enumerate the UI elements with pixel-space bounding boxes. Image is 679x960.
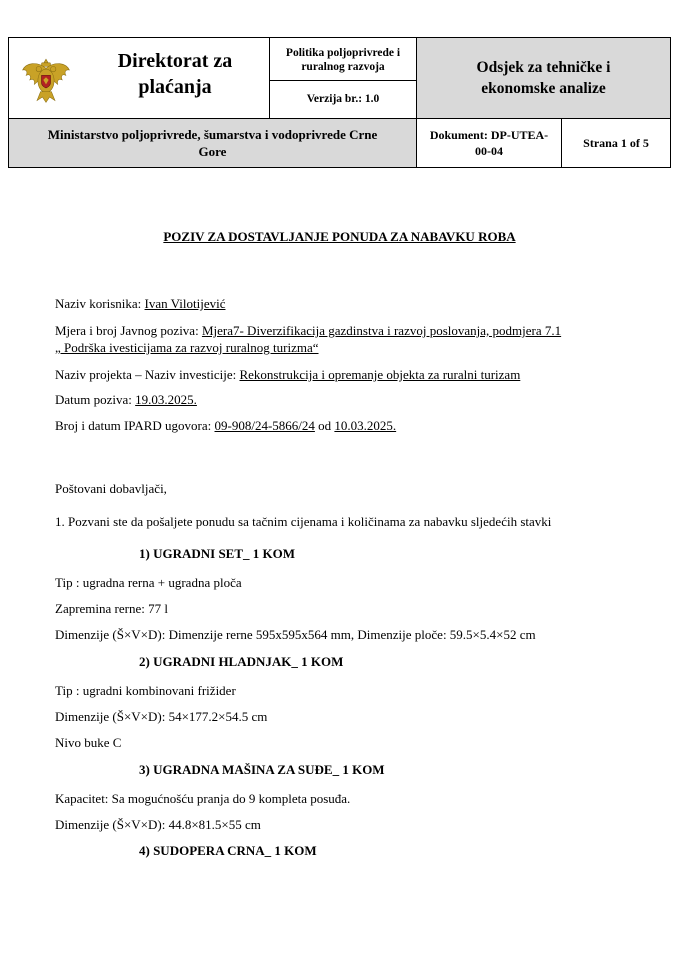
contract-date: 10.03.2025. bbox=[334, 418, 397, 433]
org-cell bbox=[9, 38, 270, 119]
project-line bbox=[55, 367, 520, 383]
item-detail: Dimenzije (Š×V×D): 44.8×81.5×55 cm bbox=[55, 817, 261, 832]
item-detail: Zapremina rerne: 77 l bbox=[55, 601, 168, 616]
contract-line bbox=[55, 418, 396, 434]
item-heading: 3) UGRADNA MAŠINA ZA SUĐE_ 1 KOM bbox=[139, 762, 385, 777]
doc-line1: Dokument: DP-UTEA- bbox=[429, 128, 549, 142]
item-detail: Dimenzije (Š×V×D): Dimenzije rerne 595x595x564 mm, Dimenzije ploče: 59.5×5.4×52 cm bbox=[55, 627, 536, 642]
department-cell bbox=[417, 38, 671, 119]
document-number-cell bbox=[417, 119, 562, 168]
project-value: Rekonstrukcija i opremanje objekta za ruralni turizam bbox=[239, 367, 521, 382]
contract-number: 09-908/24-5866/24 bbox=[214, 418, 315, 433]
item-detail: Kapacitet: Sa mogućnošću pranja do 9 kompleta posuđa. bbox=[55, 791, 351, 806]
ministry-line2: Gore bbox=[198, 144, 227, 159]
date-line bbox=[55, 392, 197, 408]
date-label: Datum poziva: bbox=[55, 392, 136, 407]
intro-paragraph: 1. Pozvani ste da pošaljete ponudu sa tačnim cijenama i količinama za nabavku sljedećih stavki bbox=[55, 514, 552, 529]
doc-line2: 00-04 bbox=[475, 144, 503, 158]
dept-line1: Odsjek za tehničke i bbox=[476, 59, 611, 76]
contract-label: Broj i datum IPARD ugovora: bbox=[55, 418, 215, 433]
policy-line1: Politika poljoprivrede i bbox=[285, 47, 401, 60]
measure-label: Mjera i broj Javnog poziva: bbox=[55, 323, 202, 338]
contract-connector: od bbox=[314, 418, 335, 433]
item-heading: 1) UGRADNI SET_ 1 KOM bbox=[139, 546, 296, 561]
item-heading: 2) UGRADNI HLADNJAK_ 1 KOM bbox=[139, 654, 344, 669]
policy-cell bbox=[270, 38, 417, 81]
measure-value: Mjera7- Diverzifikacija gazdinstva i razvoj poslovanja, podmjera 7.1 bbox=[201, 323, 562, 338]
measure-value-continued: „ Podrška ivesticijama za razvoj ruralnog turizma“ bbox=[55, 340, 319, 355]
policy-line2: ruralnog razvoja bbox=[301, 61, 385, 74]
beneficiary-value: Ivan Vilotijević bbox=[144, 296, 226, 311]
org-title bbox=[85, 48, 265, 100]
greeting: Poštovani dobavljači, bbox=[55, 481, 167, 496]
dept-line2: ekonomske analize bbox=[481, 80, 606, 97]
version-cell: Verzija br.: 1.0 bbox=[270, 80, 417, 118]
org-title-line2: plaćanja bbox=[138, 76, 212, 98]
item-detail: Dimenzije (Š×V×D): 54×177.2×54.5 cm bbox=[55, 709, 268, 724]
beneficiary-line bbox=[55, 296, 225, 312]
montenegro-coat-of-arms-icon bbox=[19, 52, 73, 106]
measure-line bbox=[55, 323, 561, 339]
page-number-cell: Strana 1 of 5 bbox=[562, 119, 671, 168]
document-title: POZIV ZA DOSTAVLJANJE PONUDA ZA NABAVKU ROBA bbox=[163, 229, 516, 244]
beneficiary-label: Naziv korisnika: bbox=[55, 296, 145, 311]
item-detail: Nivo buke C bbox=[55, 735, 122, 750]
org-title-line1: Direktorat za bbox=[117, 50, 233, 72]
ministry-cell bbox=[9, 119, 417, 168]
date-value: 19.03.2025. bbox=[135, 392, 197, 407]
item-detail: Tip : ugradna rerna + ugradna ploča bbox=[55, 575, 242, 590]
ministry-line1: Ministarstvo poljoprivrede, šumarstva i vodoprivrede Crne bbox=[47, 127, 378, 142]
document-header bbox=[8, 37, 671, 168]
item-detail: Tip : ugradni kombinovani frižider bbox=[55, 683, 236, 698]
item-heading: 4) SUDOPERA CRNA_ 1 KOM bbox=[139, 843, 317, 858]
project-label: Naziv projekta – Naziv investicije: bbox=[55, 367, 240, 382]
